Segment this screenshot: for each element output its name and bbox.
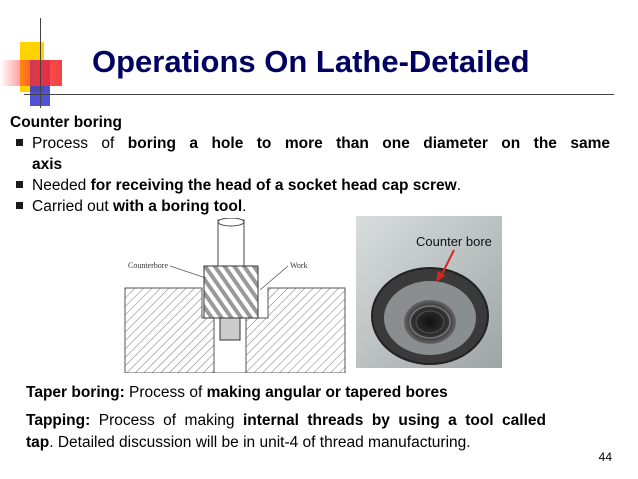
label-counterbore: Counterbore bbox=[128, 261, 168, 270]
taper-boring-label: Taper boring: bbox=[26, 384, 125, 401]
taper-boring-bold: making angular or tapered bores bbox=[206, 384, 448, 401]
bullet-text: Needed bbox=[32, 177, 91, 194]
bullet-square-icon bbox=[16, 139, 23, 146]
tapping-text-rest: . Detailed discussion will be in unit-4 of thread manufacturing. bbox=[49, 434, 471, 451]
bullet-bold-text: with a boring tool bbox=[112, 198, 243, 215]
bullet-item bbox=[10, 133, 610, 175]
taper-boring-line bbox=[26, 382, 616, 404]
tapping-label: Tapping: bbox=[26, 412, 91, 429]
tapping-paragraph bbox=[26, 410, 546, 454]
bullet-bold-text: for receiving the head of a socket head cap screw bbox=[90, 177, 457, 194]
label-work: Work bbox=[290, 261, 308, 270]
bullet-text: . bbox=[242, 198, 247, 215]
bullet-item bbox=[10, 196, 610, 217]
tool-pilot bbox=[220, 318, 240, 340]
slide-number: 44 bbox=[598, 450, 612, 464]
bullet-text: . bbox=[456, 177, 462, 194]
bullet-bold-text: boring a hole to more than one diameter on the same bbox=[127, 135, 610, 152]
taper-boring-text: Process of bbox=[124, 384, 207, 401]
tool-shank bbox=[218, 220, 244, 266]
work-right-section bbox=[246, 288, 345, 373]
bullet-item bbox=[10, 175, 610, 196]
slide-title: Operations On Lathe-Detailed bbox=[92, 44, 530, 79]
tapping-bold: internal threads by using a tool called bbox=[242, 412, 546, 429]
counterbore-photo bbox=[356, 216, 502, 368]
decor-horizontal-line bbox=[24, 94, 614, 95]
bullet-square-icon bbox=[16, 202, 23, 209]
decor-red-bar bbox=[0, 60, 62, 86]
photo-label-counter-bore: Counter bore bbox=[416, 234, 492, 249]
bullet-bold-text: axis bbox=[32, 156, 63, 173]
cutter-body bbox=[204, 266, 258, 318]
tapping-bold-tap: tap bbox=[26, 434, 50, 451]
work-left-section bbox=[125, 288, 214, 373]
bullet-square-icon bbox=[16, 181, 23, 188]
counter-boring-heading: Counter boring bbox=[10, 114, 122, 131]
bullet-text: Process of bbox=[32, 135, 128, 152]
counter-boring-section bbox=[10, 112, 610, 217]
bottom-section bbox=[26, 382, 616, 460]
bullet-text: Carried out bbox=[32, 198, 113, 215]
tapping-text: Process of making bbox=[90, 412, 243, 429]
